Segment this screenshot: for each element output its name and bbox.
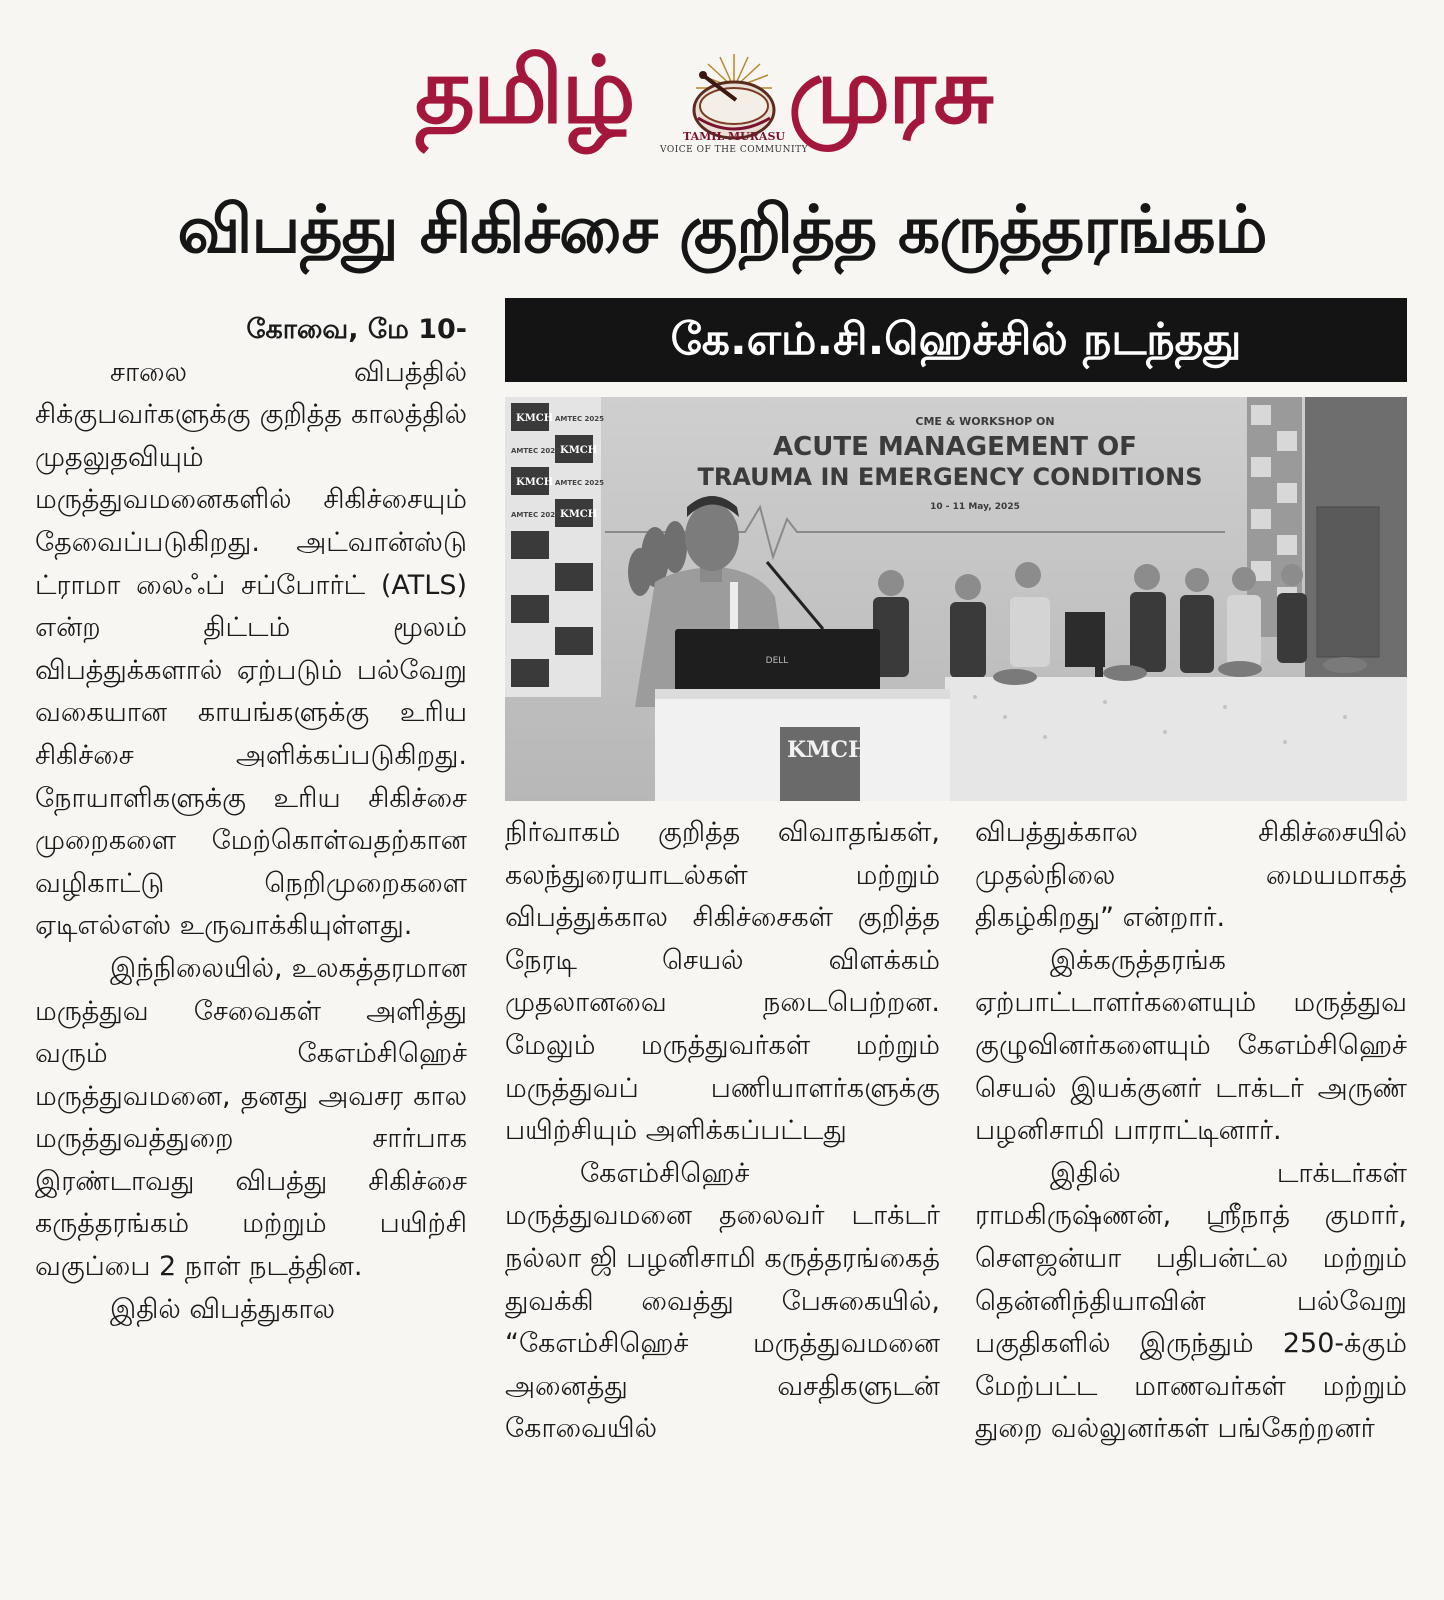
backdrop-kmch-logo: KMCH xyxy=(560,445,598,456)
banner-date: 10 - 11 May, 2025 xyxy=(930,502,1020,512)
paragraph: இந்நிலையில், உலகத்தரமான மருத்துவ சேவைகள் அளித்து வரும் கேஎம்சிஹெச் மருத்துவமனை, தனது அவசர கால மருத்துவத்துறை சார்பாக இரண்டாவது விபத்து சிகிச்சை கருத்தரங்கம் மற்றும் பயிற்சி வகுப்பை 2 நாள் நடத்தின. xyxy=(35,952,467,1283)
paragraph: இக்கருத்தரங்க ஏற்பாட்டாளர்களையும் மருத்துவ குழுவினர்களையும் கேஎம்சிஹெச் செயல் இயக்குனர் டாக்டர் அருண் பழனிசாமி பாராட்டினார். xyxy=(975,944,1407,1147)
backdrop-kmch-logo: KMCH xyxy=(516,413,554,424)
backdrop-kmch-logo: KMCH xyxy=(560,509,598,520)
paragraph: இதில் விபத்துகால xyxy=(110,1293,335,1325)
banner-line2: TRAUMA IN EMERGENCY CONDITIONS xyxy=(697,463,1203,491)
event-photo xyxy=(505,397,1407,801)
backdrop-left xyxy=(505,397,604,697)
paragraph: கேஎம்சிஹெச் மருத்துவமனை தலைவர் டாக்டர் நல்லா ஜி பழனிசாமி கருத்தரங்கைத் துவக்கி வைத்து பேசுகையில், “கேஎம்சிஹெச் மருத்துவமனை அனைத்து வசதிகளுடன் கோவையில் xyxy=(505,1157,940,1445)
article-column-3 xyxy=(975,812,1407,1451)
backdrop-amtec-text: AMTEC 2025 xyxy=(555,479,604,487)
backdrop-amtec-text: AMTEC 2025 xyxy=(555,415,604,423)
masthead-title-right: முரசு xyxy=(788,37,992,144)
paragraph: நிர்வாகம் குறித்த விவாதங்கள், கலந்துரையாடல்கள் மற்றும் விபத்துக்கால சிகிச்சைகள் குறித்த நேரடி செயல் விளக்கம் முதலானவை நடைபெற்றன. மேலும் மருத்துவர்கள் மற்றும் மருத்துவப் பணியாளர்களுக்கு பயிற்சியும் அளிக்கப்பட்டது xyxy=(505,817,940,1147)
banner-line1: ACUTE MANAGEMENT OF xyxy=(773,432,1137,462)
article-column-1 xyxy=(35,309,467,1331)
backdrop-amtec-text: AMTEC 2025 xyxy=(511,447,560,455)
headline: விபத்து சிகிச்சை குறித்த கருத்தரங்கம் xyxy=(177,191,1267,268)
paragraph: சாலை விபத்தில் சிக்குபவர்களுக்கு குறித்த காலத்தில் முதலுதவியும் மருத்துவமனைகளில் சிகிச்சையும் தேவைப்படுகிறது. அட்வான்ஸ்டு ட்ராமா லைஃப் சப்போர்ட் (ATLS) என்ற திட்டம் மூலம் விபத்துக்களால் ஏற்படும் பல்வேறு வகையான காயங்களுக்கு உரிய சிகிச்சை அளிக்கப்படுகிறது. நோயாளிகளுக்கு உரிய சிகிச்சை முறைகளை மேற்கொள்வதற்கான வழிகாட்டு நெறிமுறைகளை ஏடிஎல்எஸ் உருவாக்கியுள்ளது. xyxy=(35,356,467,942)
paragraph: விபத்துக்கால சிகிச்சையில் முதல்நிலை மையமாகத் திகழ்கிறது” என்றார். xyxy=(975,817,1407,934)
masthead-tagline: VOICE OF THE COMMUNITY xyxy=(660,145,809,155)
podium-logo-text: KMCH xyxy=(787,737,869,763)
backdrop-kmch-logo: KMCH xyxy=(516,477,554,488)
masthead-title-left: தமிழ் xyxy=(415,37,634,144)
paragraph: இதில் டாக்டர்கள் ராமகிருஷ்ணன், ஸ்ரீநாத் குமார், சௌஜன்யா பதிபன்ட்ல மற்றும் தென்னிந்தியாவின் பல்வேறு பகுதிகளில் இருந்தும் 250-க்கும் மேற்பட்ட மாணவர்கள் மற்றும் துறை வல்லுனர்கள் பங்கேற்றனர் xyxy=(975,1157,1407,1445)
subheadline-bar: கே.எம்.சி.ஹெச்சில் நடந்தது xyxy=(505,298,1407,382)
dateline: கோவை, மே 10- xyxy=(246,314,467,345)
article-column-2 xyxy=(505,812,940,1451)
backdrop-amtec-text: AMTEC 2025 xyxy=(511,511,560,519)
masthead-english-name: TAMIL MURASU xyxy=(683,130,785,143)
podium-kmch-logo xyxy=(780,727,869,801)
masthead xyxy=(0,30,1444,170)
banner-small-text: CME & WORKSHOP ON xyxy=(915,415,1055,428)
monitor-brand: DELL xyxy=(765,656,789,666)
